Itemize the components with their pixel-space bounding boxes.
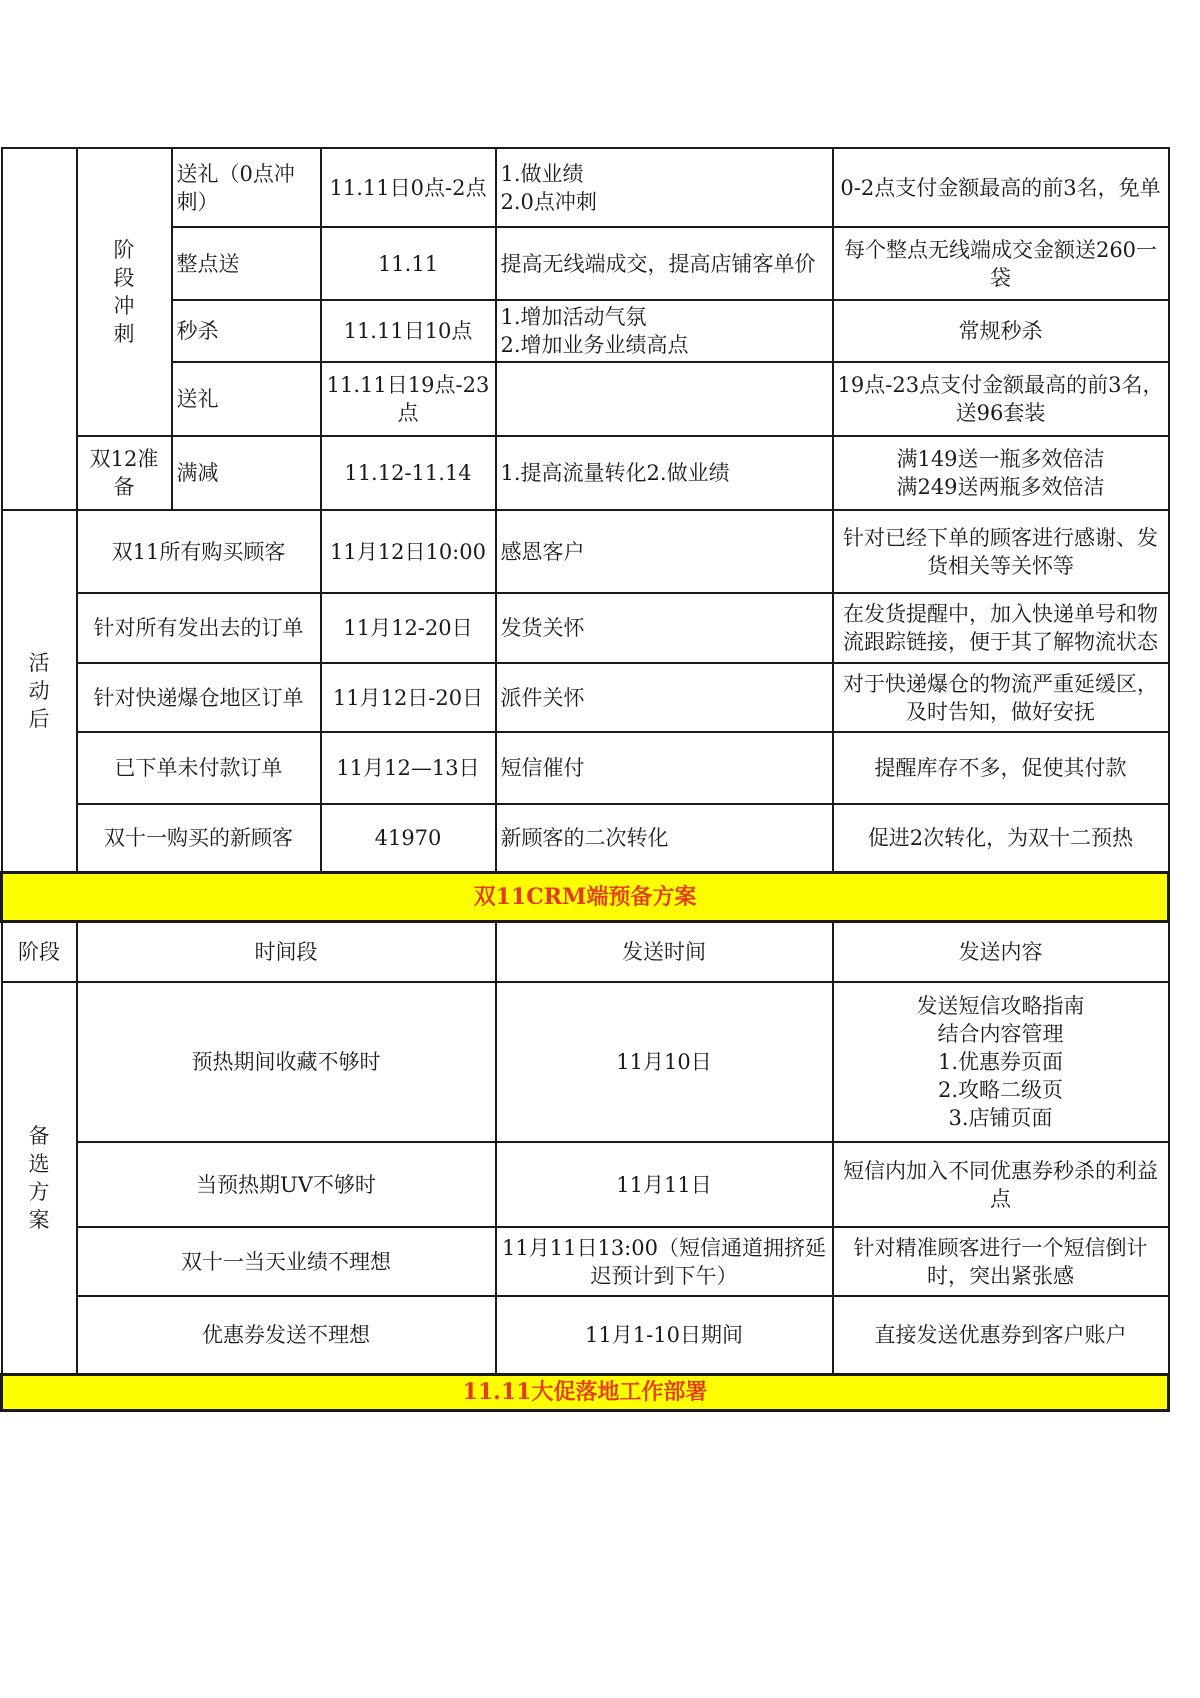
- phase-label-cell: 阶段冲刺: [77, 148, 172, 436]
- purpose-cell: 1.做业绩 2.0点冲刺: [496, 148, 833, 227]
- send-content-cell: 发送短信攻略指南 结合内容管理 1.优惠券页面 2.攻略二级页 3.店铺页面: [833, 982, 1169, 1142]
- time-cell: 11.11日10点: [321, 300, 496, 362]
- send-time-cell: 11月10日: [496, 982, 833, 1142]
- table-row: [2, 436, 1169, 510]
- table-row: [2, 982, 1169, 1142]
- send-content-cell: 针对精准顾客进行一个短信倒计时，突出紧张感: [833, 1227, 1169, 1296]
- content-cell: 19点-23点支付金额最高的前3名，送96套装: [833, 362, 1169, 436]
- send-content-cell: 直接发送优惠券到客户账户: [833, 1296, 1169, 1374]
- table-row: [2, 300, 1169, 362]
- table-row: [2, 227, 1169, 300]
- purpose-cell: 发货关怀: [496, 593, 833, 663]
- target-cell: 针对快递爆仓地区订单: [77, 663, 321, 732]
- period-cell: 双十一当天业绩不理想: [77, 1227, 496, 1296]
- table-row: [2, 593, 1169, 663]
- content-cell: 对于快递爆仓的物流严重延缓区，及时告知，做好安抚: [833, 663, 1169, 732]
- time-cell: 11.11日0点-2点: [321, 148, 496, 227]
- promo-plan-table: [0, 147, 1170, 1412]
- header-send-time: 发送时间: [496, 921, 833, 982]
- item-cell: 满减: [172, 436, 321, 510]
- purpose-cell: 感恩客户: [496, 510, 833, 593]
- stage-label-cell: 活动后: [2, 510, 77, 872]
- purpose-cell: 1.提高流量转化2.做业绩: [496, 436, 833, 510]
- time-cell: 11.11: [321, 227, 496, 300]
- item-cell: 送礼（0点冲刺）: [172, 148, 321, 227]
- crm-banner-title: 双11CRM端预备方案: [2, 872, 1169, 921]
- send-time-cell: 11月11日13:00（短信通道拥挤延迟预计到下午）: [496, 1227, 833, 1296]
- item-cell: 送礼: [172, 362, 321, 436]
- purpose-cell: 新顾客的二次转化: [496, 804, 833, 872]
- time-cell: 11.12-11.14: [321, 436, 496, 510]
- crm-header-row: [2, 921, 1169, 982]
- table-row: [2, 510, 1169, 593]
- content-cell: 在发货提醒中，加入快递单号和物流跟踪链接，便于其了解物流状态: [833, 593, 1169, 663]
- header-send-content: 发送内容: [833, 921, 1169, 982]
- content-cell: 针对已经下单的顾客进行感谢、发货相关等关怀等: [833, 510, 1169, 593]
- time-cell: 11.11日19点-23点: [321, 362, 496, 436]
- content-cell: 常规秒杀: [833, 300, 1169, 362]
- table-row: [2, 1296, 1169, 1374]
- purpose-cell: [496, 362, 833, 436]
- content-cell: 提醒库存不多，促使其付款: [833, 732, 1169, 804]
- table-row: [2, 1227, 1169, 1296]
- header-stage: 阶段: [2, 921, 77, 982]
- purpose-cell: 1.增加活动气氛 2.增加业务业绩高点: [496, 300, 833, 362]
- item-cell: 整点送: [172, 227, 321, 300]
- time-cell: 11月12—13日: [321, 732, 496, 804]
- time-cell: 11月12日-20日: [321, 663, 496, 732]
- send-content-cell: 短信内加入不同优惠券秒杀的利益点: [833, 1142, 1169, 1227]
- target-cell: 针对所有发出去的订单: [77, 593, 321, 663]
- content-cell: 满149送一瓶多效倍洁 满249送两瓶多效倍洁: [833, 436, 1169, 510]
- stage-label-cell: 备选方案: [2, 982, 77, 1374]
- table-row: [2, 1142, 1169, 1227]
- header-period: 时间段: [77, 921, 496, 982]
- table-row: [2, 804, 1169, 872]
- purpose-cell: 派件关怀: [496, 663, 833, 732]
- content-cell: 0-2点支付金额最高的前3名，免单: [833, 148, 1169, 227]
- period-cell: 优惠券发送不理想: [77, 1296, 496, 1374]
- content-cell: 促进2次转化，为双十二预热: [833, 804, 1169, 872]
- time-cell: 41970: [321, 804, 496, 872]
- time-cell: 11月12-20日: [321, 593, 496, 663]
- purpose-cell: 短信催付: [496, 732, 833, 804]
- table-row: [2, 362, 1169, 436]
- table-row: [2, 148, 1169, 227]
- send-time-cell: 11月1-10日期间: [496, 1296, 833, 1374]
- outer-stage-cell: [2, 148, 77, 510]
- item-cell: 秒杀: [172, 300, 321, 362]
- prep-phase-cell: 双12准备: [77, 436, 172, 510]
- period-cell: 预热期间收藏不够时: [77, 982, 496, 1142]
- period-cell: 当预热期UV不够时: [77, 1142, 496, 1227]
- table-row: [2, 663, 1169, 732]
- target-cell: 已下单未付款订单: [77, 732, 321, 804]
- footer-banner-row: [2, 1374, 1169, 1410]
- purpose-cell: 提高无线端成交，提高店铺客单价: [496, 227, 833, 300]
- crm-banner-row: [2, 872, 1169, 921]
- table-row: [2, 732, 1169, 804]
- target-cell: 双十一购买的新顾客: [77, 804, 321, 872]
- footer-banner-title: 11.11大促落地工作部署: [2, 1374, 1169, 1410]
- send-time-cell: 11月11日: [496, 1142, 833, 1227]
- content-cell: 每个整点无线端成交金额送260一袋: [833, 227, 1169, 300]
- time-cell: 11月12日10:00: [321, 510, 496, 593]
- target-cell: 双11所有购买顾客: [77, 510, 321, 593]
